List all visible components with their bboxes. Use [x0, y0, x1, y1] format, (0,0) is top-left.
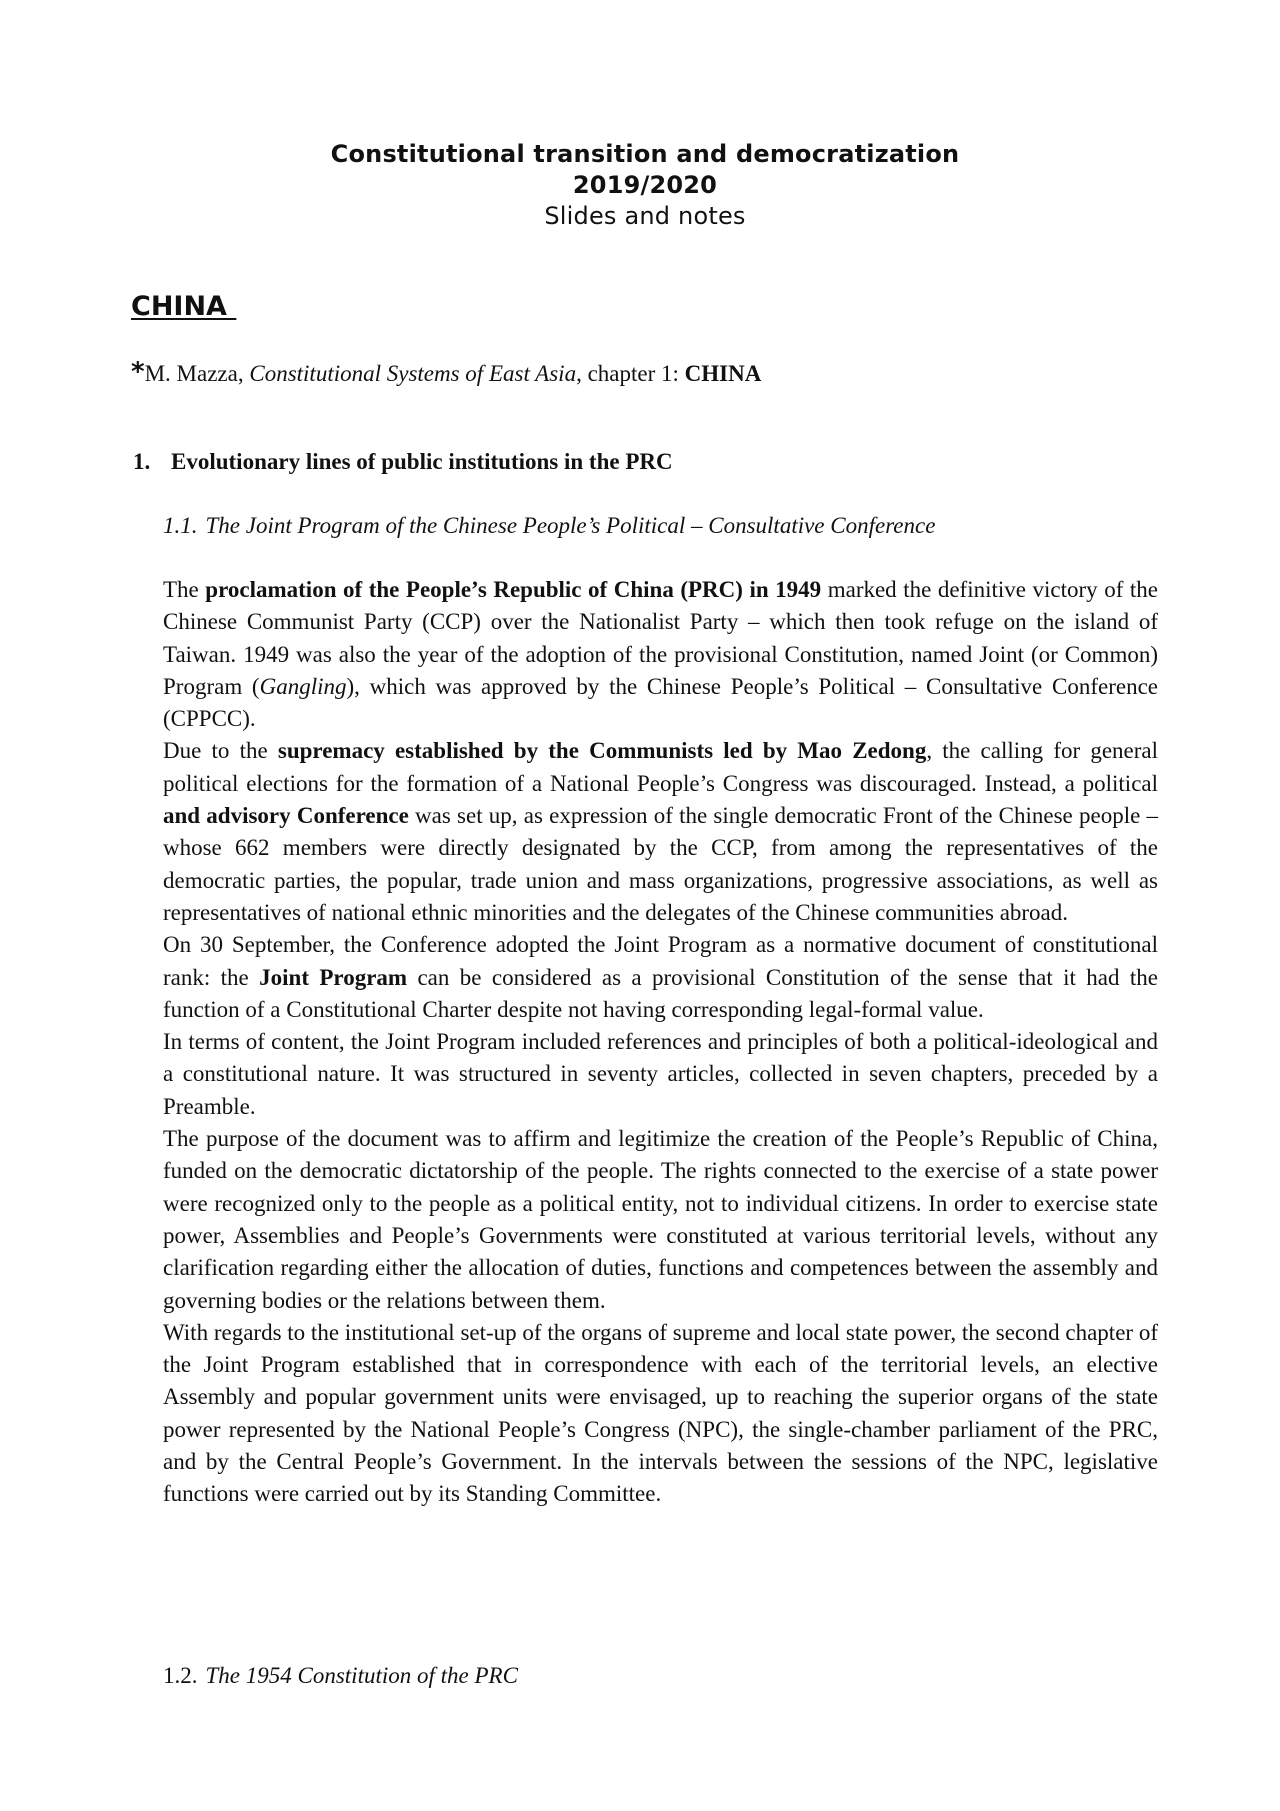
subsection-number: 1.1. [163, 513, 198, 538]
text-run: The purpose of the document was to affirm and legitimize the creation of the People’s Republic of China, funded on the democratic dictatorship of the people. The rights connected to the exercise of a state power were recognized only to the people as a political entity, not to individual citizens. In order to exercise state power, Assemblies and People’s Governments were constituted at various territorial levels, without any clarification regarding either the allocation of duties, functions and competences between the assembly and governing bodies or the relations between them. [163, 1126, 1158, 1313]
emphasis-bold: Joint Program [259, 964, 408, 990]
reference-chapter-prefix: , chapter 1: [576, 361, 685, 386]
text-run: In terms of content, the Joint Program included references and principles of both a political-ideological and a constitutional nature. It was structured in seventy articles, collected in seven chapters, preceded by a Preamble. [163, 1029, 1158, 1119]
section-heading-1 [133, 446, 673, 478]
asterisk-icon: * [131, 357, 145, 387]
reference-book-title: Constitutional Systems of East Asia [249, 361, 577, 386]
academic-year: 2019/2020 [572, 171, 718, 199]
subsection-title: The Joint Program of the Chinese People’s Political – Consultative Conference [205, 513, 936, 538]
paragraph [163, 1123, 1158, 1317]
text-run: marked the definitive victory of the Chinese Communist Party (CCP) over the Nationalist Party – which then took refuge on the island of Taiwan. 1949 was also the year of the adoption of the provisional Constitution, named Joint (or Common) Program ( [163, 577, 1158, 699]
emphasis-bold: and advisory Conference [163, 803, 409, 829]
text-run: With regards to the institutional set-up of the organs of supreme and local state power, the second chapter of the Joint Program established that in correspondence with each of the territorial levels, an elective Assembly and popular government units were envisaged, up to reaching the superior organs of the state power represented by the National People’s Congress (NPC), the single-chamber parliament of the PRC, and by the Central People’s Government. In the intervals between the sessions of the NPC, legislative functions were carried out by its Standing Committee. [163, 1319, 1158, 1507]
reference-chapter-name: CHINA [684, 361, 762, 386]
paragraph [163, 1317, 1158, 1511]
document-title-block [0, 139, 1280, 232]
paragraph [163, 735, 1158, 929]
subsection-heading-1-1 [163, 510, 935, 542]
section-title: Evolutionary lines of public institutions in the PRC [171, 449, 673, 474]
text-run: can be considered as a provisional Constitution of the sense that it had the function of a Constitutional Charter despite not having corresponding legal-formal value. [163, 964, 1158, 1022]
text-run: On 30 September, the Conference adopted the Joint Program as a normative document of constitutional rank: the [163, 932, 1158, 990]
subsection-number: 1.2. [163, 1663, 198, 1688]
subsection-title: The 1954 Constitution of the PRC [205, 1663, 518, 1688]
section-number: 1. [133, 449, 151, 474]
body-text [163, 574, 1158, 1511]
text-run: ), which was approved by the Chinese People’s Political – Consultative Conference (CPPCC). [163, 673, 1158, 732]
country-heading: CHINA [131, 291, 237, 322]
subsection-heading-1-2 [163, 1660, 518, 1692]
text-run: , the calling for general political elections for the formation of a National People’s Congress was discouraged. Instead, a political [163, 738, 1158, 796]
reference-author: M. Mazza, [144, 361, 250, 386]
emphasis-bold: proclamation of the People’s Republic of China (PRC) in 1949 [205, 577, 822, 602]
emphasis-italic: Gangling [259, 673, 347, 699]
paragraph [163, 1026, 1158, 1123]
paragraph [163, 574, 1158, 735]
emphasis-bold: supremacy established by the Communists led by Mao Zedong [277, 738, 927, 764]
document-subtitle: Slides and notes [544, 202, 746, 230]
text-run: The [163, 577, 206, 602]
text-run: was set up, as expression of the single democratic Front of the Chinese people – whose 662 members were directly designated by the CCP, from among the representatives of the democratic parties, the popular, trade union and mass organizations, progressive associations, as well as representatives of national ethnic minorities and the delegates of the Chinese communities abroad. [163, 803, 1159, 925]
bibliographic-reference [131, 356, 761, 390]
paragraph [163, 929, 1158, 1026]
document-title: Constitutional transition and democratization [330, 140, 960, 168]
text-run: Due to the [163, 738, 278, 764]
